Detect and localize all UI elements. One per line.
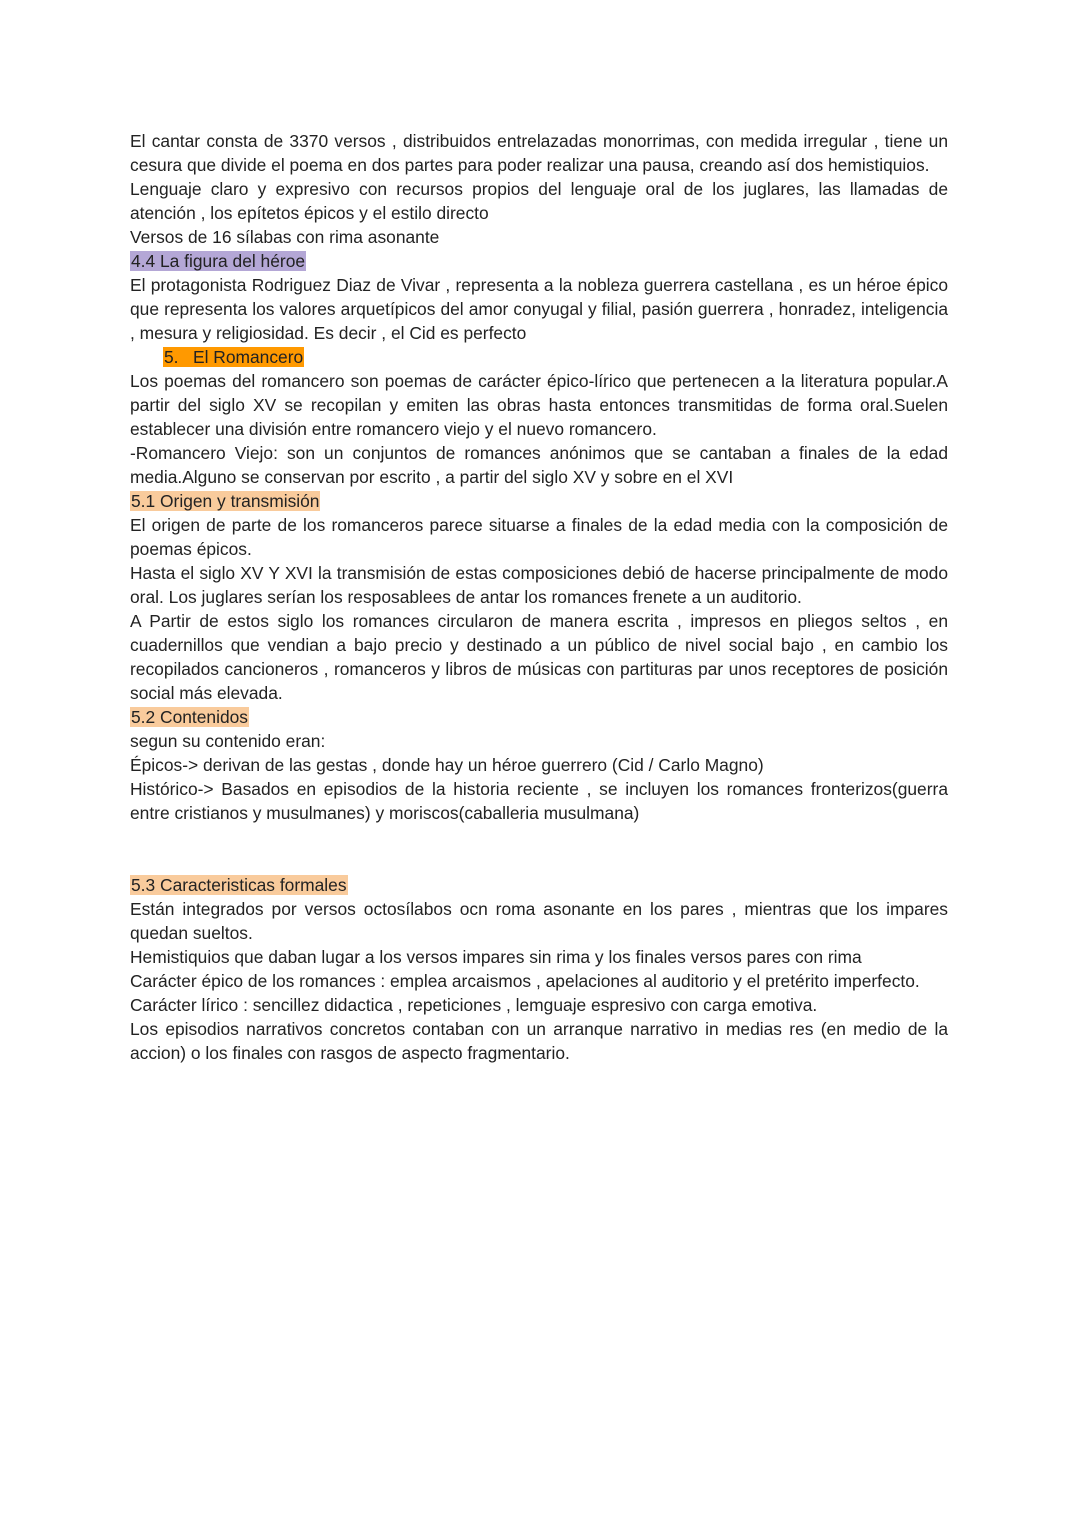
heading-origen-transmision bbox=[130, 489, 948, 513]
paragraph-caracter-epico: Carácter épico de los romances : emplea arcaismos , apelaciones al auditorio y el pretérito imperfecto. bbox=[130, 971, 920, 991]
paragraph-octosilabos: Están integrados por versos octosílabos ocn roma asonante en los pares , mientras que los impares quedan sueltos. bbox=[130, 899, 948, 943]
document-page bbox=[130, 129, 948, 1065]
paragraph-origen: El origen de parte de los romanceros parece situarse a finales de la edad media con la composición de poemas épicos. bbox=[130, 515, 948, 559]
paragraph-versos-16: Versos de 16 sílabas con rima asonante bbox=[130, 227, 440, 247]
heading-contenidos bbox=[130, 705, 948, 729]
heading-text: 5. El Romancero bbox=[164, 347, 304, 367]
heading-text: 5.1 Origen y transmisión bbox=[131, 491, 320, 511]
heading-caracteristicas-formales bbox=[130, 873, 948, 897]
paragraph-romancero-viejo: -Romancero Viejo: son un conjuntos de romances anónimos que se cantaban a finales de la edad media.Alguno se conservan por escrito , a partir del siglo XV y sobre en el XVI bbox=[130, 443, 948, 487]
paragraph-poemas-romancero: Los poemas del romancero son poemas de carácter épico-lírico que pertenecen a la literatura popular.A partir del siglo XV se recopilan y emiten las obras hasta entonces transmitidas de forma oral.Suelen establecer una división entre romancero viejo y el nuevo romancero. bbox=[130, 371, 948, 439]
paragraph-hemistiquios: Hemistiquios que daban lugar a los versos impares sin rima y los finales versos pares con rima bbox=[130, 947, 862, 967]
paragraph-transmision-escrita: A Partir de estos siglo los romances circularon de manera escrita , impresos en pliegos seltos , en cuadernillos que vendian a bajo precio y destinado a un público de nivel social bajo , en cambio los recopilados cancioneros , romanceros y libros de músicas con partituras par unos receptores de posición social más elevada. bbox=[130, 611, 948, 703]
heading-romancero bbox=[130, 345, 948, 369]
heading-text: 4.4 La figura del héroe bbox=[131, 251, 306, 271]
paragraph-protagonista: El protagonista Rodriguez Diaz de Vivar , representa a la nobleza guerrera castellana , es un héroe épico que representa los valores arquetípicos del amor conyugal y filial, pasión guerrera , honradez, inteligencia , mesura y religiosidad. Es decir , el Cid es perfecto bbox=[130, 275, 948, 343]
paragraph-segun-contenido: segun su contenido eran: bbox=[130, 731, 326, 751]
paragraph-lenguaje: Lenguaje claro y expresivo con recursos propios del lenguaje oral de los juglares, las llamadas de atención , los epítetos épicos y el estilo directo bbox=[130, 179, 948, 223]
blank-space bbox=[130, 825, 948, 873]
paragraph-episodios-narrativos: Los episodios narrativos concretos contaban con un arranque narrativo in medias res (en medio de la accion) o los finales con rasgos de aspecto fragmentario. bbox=[130, 1019, 948, 1063]
paragraph-cantar-versos: El cantar consta de 3370 versos , distribuidos entrelazadas monorrimas, con medida irregular , tiene un cesura que divide el poema en dos partes para poder realizar una pausa, creando así dos hemistiquios. bbox=[130, 131, 948, 175]
paragraph-caracter-lirico: Carácter lírico : sencillez didactica , repeticiones , lemguaje espresivo con carga emotiva. bbox=[130, 995, 818, 1015]
paragraph-transmision-oral: Hasta el siglo XV Y XVI la transmisión de estas composiciones debió de hacerse principalmente de modo oral. Los juglares serían los resposablees de antar los romances frenete a un auditorio. bbox=[130, 563, 948, 607]
heading-text: 5.2 Contenidos bbox=[131, 707, 248, 727]
paragraph-historico: Histórico-> Basados en episodios de la historia reciente , se incluyen los romances fronterizos(guerra entre cristianos y musulmanes) y moriscos(caballeria musulmana) bbox=[130, 779, 948, 823]
paragraph-epicos: Épicos-> derivan de las gestas , donde hay un héroe guerrero (Cid / Carlo Magno) bbox=[130, 755, 764, 775]
heading-text: 5.3 Caracteristicas formales bbox=[131, 875, 347, 895]
heading-figura-heroe bbox=[130, 249, 948, 273]
